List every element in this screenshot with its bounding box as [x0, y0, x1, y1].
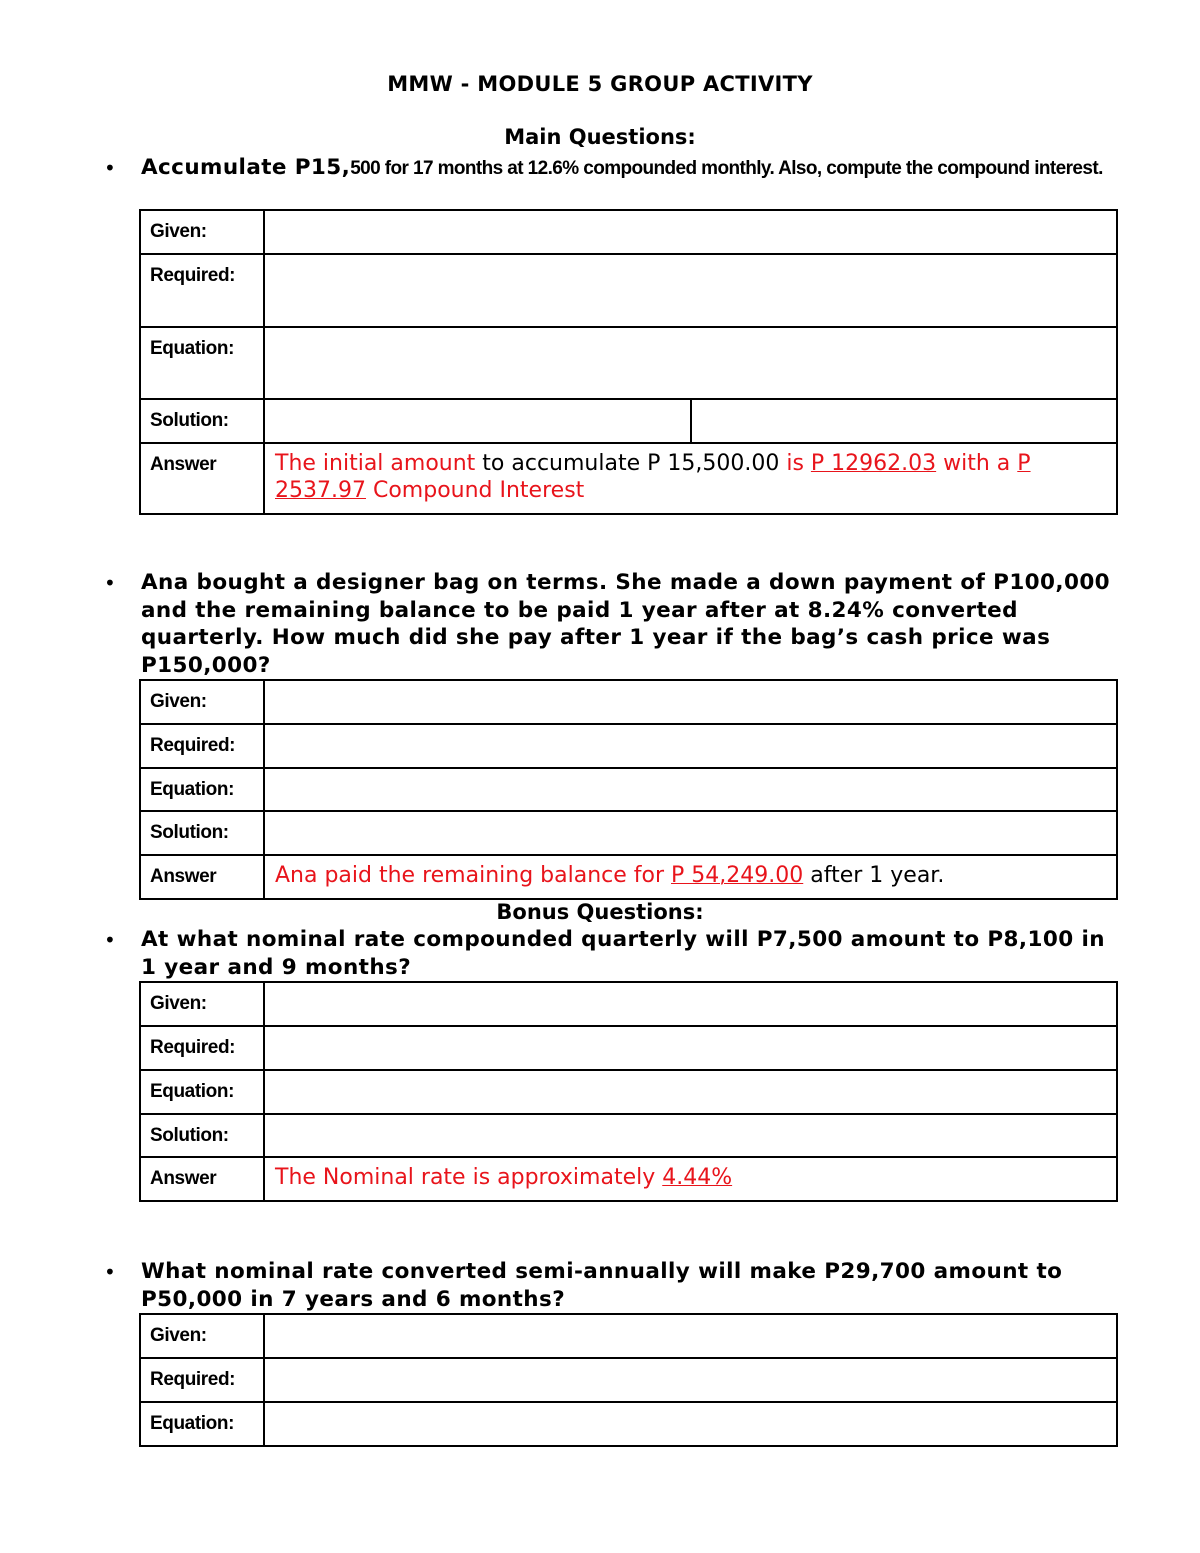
- bullet: •: [104, 1260, 116, 1284]
- question-1-bold: Accumulate P15,: [141, 155, 351, 180]
- answer-text: with a: [936, 451, 1018, 476]
- given-cell[interactable]: [264, 680, 1117, 724]
- page-title: MMW - MODULE 5 GROUP ACTIVITY: [387, 72, 813, 96]
- given-label: Given:: [140, 982, 264, 1026]
- given-label: Given:: [140, 680, 264, 724]
- solution-cell[interactable]: [264, 811, 1117, 855]
- answer-cell[interactable]: [264, 1157, 1117, 1201]
- answer-cell[interactable]: [264, 443, 1117, 514]
- answer-cell[interactable]: [264, 855, 1117, 899]
- question-1-rest: 500 for 17 months at 12.6% compounded monthly. Also, compute the compound interest.: [350, 158, 1103, 179]
- answer-label: Answer: [140, 443, 264, 514]
- given-cell[interactable]: [264, 210, 1117, 254]
- equation-label: Equation:: [140, 327, 264, 399]
- question-4-table: [139, 1313, 1118, 1447]
- bonus-questions-heading: Bonus Questions:: [496, 900, 704, 924]
- solution-label: Solution:: [140, 811, 264, 855]
- equation-label: Equation:: [140, 1402, 264, 1446]
- answer-text: after 1 year.: [803, 863, 945, 888]
- equation-cell[interactable]: [264, 1070, 1117, 1114]
- solution-cell[interactable]: [264, 1114, 1117, 1157]
- answer-text: The Nominal rate is approximately: [275, 1165, 663, 1190]
- solution-label: Solution:: [140, 399, 264, 443]
- required-cell[interactable]: [264, 1026, 1117, 1070]
- answer-label: Answer: [140, 1157, 264, 1201]
- required-label: Required:: [140, 1026, 264, 1070]
- required-label: Required:: [140, 254, 264, 327]
- answer-value: P 2537.97: [275, 451, 1031, 503]
- answer-text: is: [786, 451, 811, 476]
- question-2-table: [139, 679, 1118, 900]
- equation-cell[interactable]: [264, 768, 1117, 811]
- answer-text: Ana paid the remaining balance for: [275, 863, 672, 888]
- question-1: [141, 153, 1126, 184]
- given-label: Given:: [140, 210, 264, 254]
- answer-text: to accumulate P 15,500.00: [475, 451, 787, 476]
- answer-label: Answer: [140, 855, 264, 899]
- equation-label: Equation:: [140, 768, 264, 811]
- answer-value: P 54,249.00: [671, 863, 804, 888]
- given-cell[interactable]: [264, 982, 1117, 1026]
- equation-cell[interactable]: [264, 327, 1117, 399]
- main-questions-heading: Main Questions:: [504, 125, 696, 149]
- answer-text: The initial amount: [275, 451, 476, 476]
- answer-value: 4.44%: [662, 1165, 733, 1190]
- bullet: •: [104, 156, 116, 180]
- required-label: Required:: [140, 724, 264, 768]
- question-3: At what nominal rate compounded quarterly will P7,500 amount to P8,100 in 1 year and 9 months?: [141, 927, 1105, 980]
- question-1-table: [139, 209, 1118, 515]
- bullet: •: [104, 571, 116, 595]
- required-cell[interactable]: [264, 724, 1117, 768]
- bullet: •: [104, 928, 116, 952]
- solution-cell-left[interactable]: [264, 399, 691, 443]
- question-2: Ana bought a designer bag on terms. She made a down payment of P100,000 and the remaining balance to be paid 1 year after at 8.24% converted quarterly. How much did she pay after 1 year if the bag’s cash price was P150,000?: [141, 570, 1111, 678]
- given-cell[interactable]: [264, 1314, 1117, 1358]
- answer-text: Compound Interest: [365, 478, 585, 503]
- question-4: What nominal rate converted semi-annually will make P29,700 amount to P50,000 in 7 years and 6 months?: [141, 1259, 1063, 1312]
- required-label: Required:: [140, 1358, 264, 1402]
- solution-cell-right[interactable]: [691, 399, 1118, 443]
- question-3-table: [139, 981, 1118, 1202]
- equation-cell[interactable]: [264, 1402, 1117, 1446]
- answer-value: P 12962.03: [810, 451, 937, 476]
- given-label: Given:: [140, 1314, 264, 1358]
- required-cell[interactable]: [264, 254, 1117, 327]
- required-cell[interactable]: [264, 1358, 1117, 1402]
- solution-label: Solution:: [140, 1114, 264, 1157]
- equation-label: Equation:: [140, 1070, 264, 1114]
